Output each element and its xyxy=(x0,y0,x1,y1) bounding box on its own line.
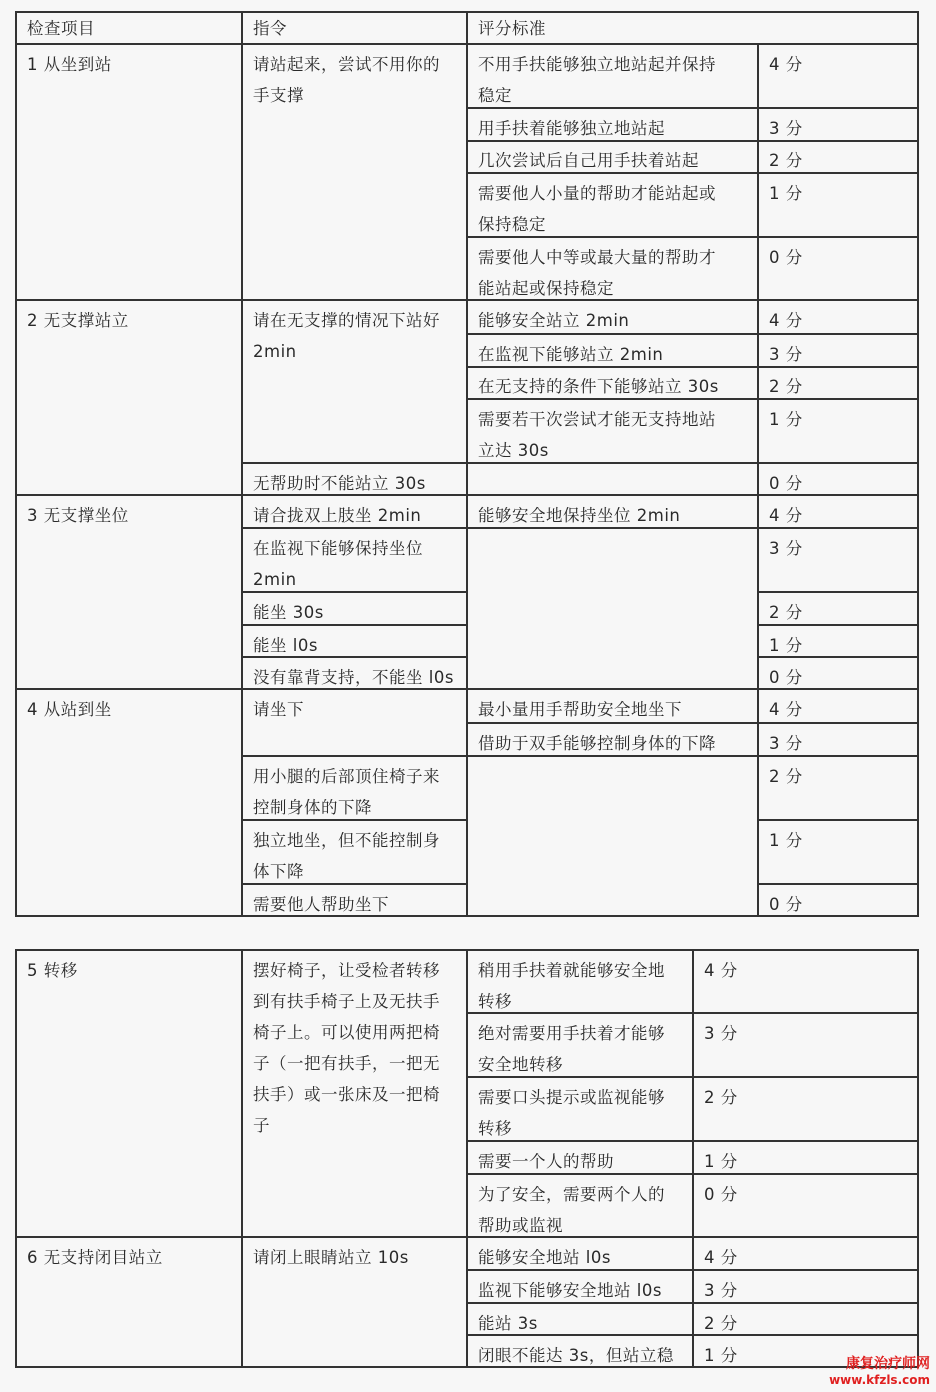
criteria-text: 不用手扶能够独立地站起并保持 稳定 xyxy=(478,55,716,105)
score-text: 0 分 xyxy=(769,248,803,267)
table-border xyxy=(15,11,17,917)
score-text: 1 分 xyxy=(704,1152,738,1171)
item-name: 2 无支撑站立 xyxy=(27,311,129,330)
score-text: 3 分 xyxy=(769,119,803,138)
score-text: 3 分 xyxy=(769,539,803,558)
score-text: 1 分 xyxy=(769,184,803,203)
criteria-text: 为了安全，需要两个人的 帮助或监视 xyxy=(478,1185,665,1235)
score-text: 2 分 xyxy=(704,1088,738,1107)
criteria-text: 用手扶着能够独立地站起 xyxy=(478,119,665,138)
header-item: 检查项目 xyxy=(27,19,95,38)
score-text: 3 分 xyxy=(769,345,803,364)
item-name: 3 无支撑坐位 xyxy=(27,506,129,525)
score-text: 4 分 xyxy=(769,506,803,525)
instruction-text: 请闭上眼睛站立 10s xyxy=(253,1248,409,1267)
score-text: 1 分 xyxy=(704,1346,738,1365)
criteria-text: 需要口头提示或监视能够 转移 xyxy=(478,1088,665,1138)
score-text: 4 分 xyxy=(704,1248,738,1267)
instruction-text: 用小腿的后部顶住椅子来 控制身体的下降 xyxy=(253,767,440,817)
score-text: 4 分 xyxy=(769,700,803,719)
criteria-text: 需要一个人的帮助 xyxy=(478,1152,614,1171)
instruction-text: 能坐 30s xyxy=(253,603,324,622)
item-name: 6 无支持闭目站立 xyxy=(27,1248,163,1267)
criteria-text: 闭眼不能达 3s，但站立稳 xyxy=(478,1346,674,1365)
header-criteria: 评分标准 xyxy=(478,19,546,38)
watermark-title: 康复治疗师网 xyxy=(846,1356,930,1372)
instruction-text: 能坐 l0s xyxy=(253,636,318,655)
score-text: 1 分 xyxy=(769,410,803,429)
score-text: 4 分 xyxy=(769,55,803,74)
score-text: 1 分 xyxy=(769,831,803,850)
criteria-text: 稍用手扶着就能够安全地 转移 xyxy=(478,961,665,1011)
instruction-text: 需要他人帮助坐下 xyxy=(253,895,389,914)
criteria-text: 监视下能够安全地站 l0s xyxy=(478,1281,662,1300)
instruction-text: 没有靠背支持，不能坐 l0s xyxy=(253,668,454,687)
criteria-text: 几次尝试后自己用手扶着站起 xyxy=(478,151,699,170)
score-text: 3 分 xyxy=(704,1024,738,1043)
item-name: 1 从坐到站 xyxy=(27,55,112,74)
criteria-text: 绝对需要用手扶着才能够 安全地转移 xyxy=(478,1024,665,1074)
score-text: 0 分 xyxy=(704,1185,738,1204)
criteria-text: 需要若干次尝试才能无支持地站 立达 30s xyxy=(478,410,716,460)
instruction-text: 请坐下 xyxy=(253,700,304,719)
score-text: 4 分 xyxy=(704,961,738,980)
instruction-text: 摆好椅子，让受检者转移 到有扶手椅子上及无扶手 椅子上。可以使用两把椅 子（一把有扶手，一把无 扶手）或一张床及一把椅 子 xyxy=(253,961,440,1135)
instruction-text: 请站起来，尝试不用你的 手支撑 xyxy=(253,55,440,105)
score-text: 2 分 xyxy=(704,1314,738,1333)
score-text: 4 分 xyxy=(769,311,803,330)
criteria-text: 最小量用手帮助安全地坐下 xyxy=(478,700,682,719)
instruction-text: 在监视下能够保持坐位 2min xyxy=(253,539,423,589)
score-text: 0 分 xyxy=(769,895,803,914)
instruction-text: 请在无支撑的情况下站好 2min xyxy=(253,311,440,361)
criteria-text: 能够安全地站 l0s xyxy=(478,1248,611,1267)
criteria-text: 能够安全站立 2min xyxy=(478,311,630,330)
site-watermark xyxy=(829,1356,930,1388)
score-text: 1 分 xyxy=(769,636,803,655)
score-text: 0 分 xyxy=(769,668,803,687)
item-name: 5 转移 xyxy=(27,961,78,980)
header-instruction: 指令 xyxy=(253,19,287,38)
criteria-text: 能站 3s xyxy=(478,1314,538,1333)
score-text: 3 分 xyxy=(704,1281,738,1300)
instruction-text: 无帮助时不能站立 30s xyxy=(253,474,426,493)
table-border xyxy=(15,949,17,1368)
score-text: 2 分 xyxy=(769,767,803,786)
instruction-text: 独立地坐，但不能控制身 体下降 xyxy=(253,831,440,881)
score-text: 2 分 xyxy=(769,377,803,396)
criteria-text: 借助于双手能够控制身体的下降 xyxy=(478,734,716,753)
criteria-text: 在监视下能够站立 2min xyxy=(478,345,664,364)
score-text: 2 分 xyxy=(769,603,803,622)
criteria-text: 能够安全地保持坐位 2min xyxy=(478,506,681,525)
score-text: 2 分 xyxy=(769,151,803,170)
criteria-text: 在无支持的条件下能够站立 30s xyxy=(478,377,719,396)
watermark-url: www.kfzls.com xyxy=(829,1373,930,1387)
criteria-text: 需要他人中等或最大量的帮助才 能站起或保持稳定 xyxy=(478,248,716,298)
criteria-text: 需要他人小量的帮助才能站起或 保持稳定 xyxy=(478,184,716,234)
score-text: 0 分 xyxy=(769,474,803,493)
table-border xyxy=(917,11,919,917)
instruction-text: 请合拢双上肢坐 2min xyxy=(253,506,422,525)
score-text: 3 分 xyxy=(769,734,803,753)
item-name: 4 从站到坐 xyxy=(27,700,112,719)
